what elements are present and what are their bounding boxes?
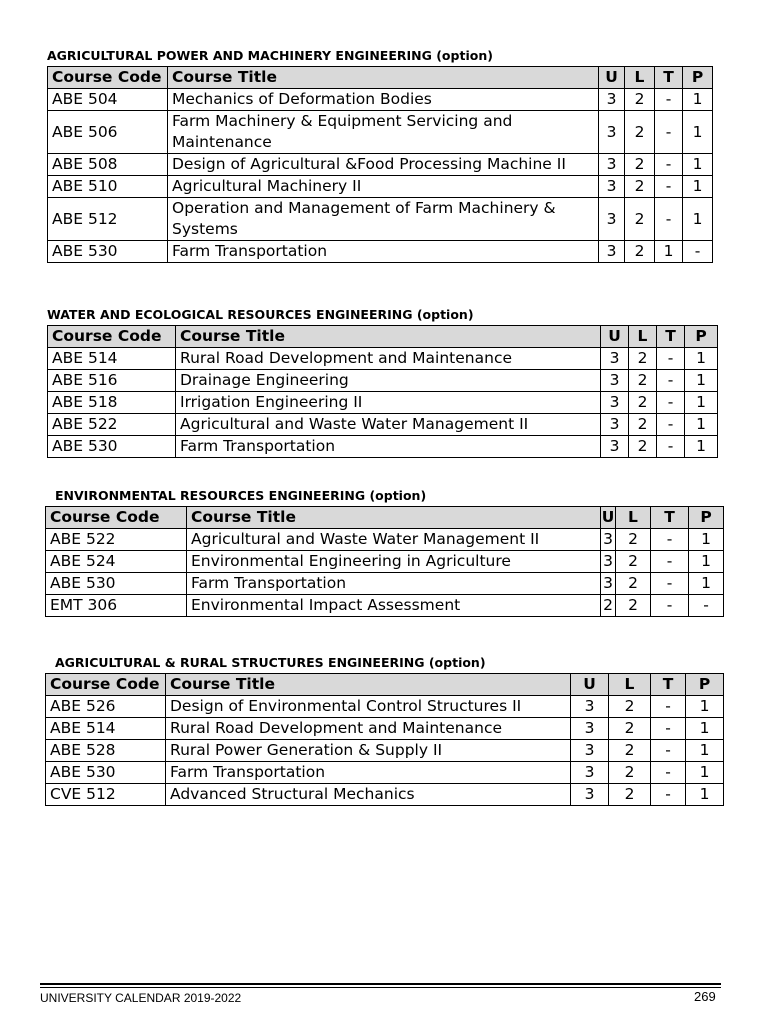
lecture-value: 2: [629, 436, 657, 458]
course-title: Design of Agricultural &Food Processing Machine II: [168, 154, 599, 176]
section-title: ENVIRONMENTAL RESOURCES ENGINEERING (option): [55, 488, 427, 503]
table-row: [48, 198, 713, 241]
table-row: [48, 176, 713, 198]
table-row: [48, 241, 713, 263]
header-units: U: [599, 67, 625, 89]
table-row: [46, 740, 724, 762]
practical-value: -: [689, 595, 724, 617]
practical-value: 1: [683, 111, 713, 154]
course-code: ABE 522: [46, 529, 187, 551]
course-code: ABE 528: [46, 740, 166, 762]
lecture-value: 2: [629, 414, 657, 436]
tutorial-value: -: [651, 718, 686, 740]
course-code: ABE 514: [48, 348, 176, 370]
section-title: WATER AND ECOLOGICAL RESOURCES ENGINEERING (option): [47, 307, 474, 322]
table-row: [48, 436, 718, 458]
units-value: 3: [601, 551, 616, 573]
lecture-value: 2: [629, 348, 657, 370]
table-row: [48, 111, 713, 154]
course-title: Farm Transportation: [166, 762, 571, 784]
course-title: Agricultural Machinery II: [168, 176, 599, 198]
course-code: ABE 514: [46, 718, 166, 740]
header-lecture: L: [629, 326, 657, 348]
course-code: ABE 518: [48, 392, 176, 414]
table-row: [46, 762, 724, 784]
tutorial-value: -: [651, 696, 686, 718]
header-tutorial: T: [655, 67, 683, 89]
course-code: ABE 530: [46, 762, 166, 784]
section-power-machinery: [47, 48, 713, 263]
course-code: CVE 512: [46, 784, 166, 806]
units-value: 3: [599, 198, 625, 241]
lecture-value: 2: [629, 392, 657, 414]
header-course-title: Course Title: [176, 326, 601, 348]
practical-value: 1: [689, 551, 724, 573]
table-header-row: [48, 326, 718, 348]
table-header-row: [46, 507, 724, 529]
lecture-value: 2: [625, 176, 655, 198]
lecture-value: 2: [616, 529, 651, 551]
header-units: U: [601, 326, 629, 348]
practical-value: 1: [685, 370, 718, 392]
lecture-value: 2: [625, 198, 655, 241]
course-table: [45, 673, 724, 806]
units-value: 3: [599, 154, 625, 176]
course-code: ABE 530: [48, 241, 168, 263]
practical-value: 1: [686, 696, 724, 718]
table-row: [48, 89, 713, 111]
course-title: Agricultural and Waste Water Management II: [187, 529, 601, 551]
table-row: [46, 551, 724, 573]
course-title: Environmental Impact Assessment: [187, 595, 601, 617]
lecture-value: 2: [609, 740, 651, 762]
table-row: [48, 370, 718, 392]
tutorial-value: -: [655, 111, 683, 154]
tutorial-value: -: [657, 414, 685, 436]
footer-rule: [40, 983, 721, 985]
footer-calendar-label: UNIVERSITY CALENDAR 2019-2022: [40, 991, 242, 1005]
tutorial-value: -: [651, 573, 689, 595]
header-lecture: L: [625, 67, 655, 89]
practical-value: 1: [683, 176, 713, 198]
practical-value: 1: [683, 154, 713, 176]
practical-value: -: [683, 241, 713, 263]
header-units: U: [571, 674, 609, 696]
header-practical: P: [689, 507, 724, 529]
tutorial-value: -: [655, 198, 683, 241]
header-tutorial: T: [657, 326, 685, 348]
units-value: 3: [599, 111, 625, 154]
course-title: Rural Road Development and Maintenance: [176, 348, 601, 370]
course-title: Advanced Structural Mechanics: [166, 784, 571, 806]
practical-value: 1: [683, 89, 713, 111]
course-code: ABE 524: [46, 551, 187, 573]
units-value: 3: [571, 718, 609, 740]
tutorial-value: -: [651, 551, 689, 573]
tutorial-value: -: [651, 529, 689, 551]
course-code: ABE 504: [48, 89, 168, 111]
lecture-value: 2: [609, 762, 651, 784]
lecture-value: 2: [609, 696, 651, 718]
course-code: ABE 530: [48, 436, 176, 458]
tutorial-value: 1: [655, 241, 683, 263]
units-value: 3: [599, 241, 625, 263]
tutorial-value: -: [657, 348, 685, 370]
course-title: Irrigation Engineering II: [176, 392, 601, 414]
course-code: ABE 510: [48, 176, 168, 198]
units-value: 3: [599, 89, 625, 111]
page-number: 269: [694, 989, 716, 1004]
table-row: [48, 414, 718, 436]
header-units: U: [601, 507, 616, 529]
tutorial-value: -: [657, 370, 685, 392]
header-lecture: L: [609, 674, 651, 696]
units-value: 3: [601, 436, 629, 458]
units-value: 3: [601, 392, 629, 414]
header-course-title: Course Title: [187, 507, 601, 529]
practical-value: 1: [685, 414, 718, 436]
header-practical: P: [686, 674, 724, 696]
table-row: [46, 529, 724, 551]
course-title: Rural Power Generation & Supply II: [166, 740, 571, 762]
units-value: 3: [571, 740, 609, 762]
lecture-value: 2: [625, 89, 655, 111]
units-value: 3: [601, 529, 616, 551]
course-code: ABE 506: [48, 111, 168, 154]
section-title: AGRICULTURAL & RURAL STRUCTURES ENGINEERING (option): [55, 655, 486, 670]
header-course-code: Course Code: [46, 674, 166, 696]
units-value: 2: [601, 595, 616, 617]
course-title: Farm Transportation: [187, 573, 601, 595]
lecture-value: 2: [629, 370, 657, 392]
tutorial-value: -: [651, 784, 686, 806]
units-value: 3: [601, 414, 629, 436]
lecture-value: 2: [625, 111, 655, 154]
units-value: 3: [599, 176, 625, 198]
table-row: [46, 718, 724, 740]
practical-value: 1: [686, 762, 724, 784]
section-title: AGRICULTURAL POWER AND MACHINERY ENGINEERING (option): [47, 48, 493, 63]
course-title: Drainage Engineering: [176, 370, 601, 392]
course-title: Rural Road Development and Maintenance: [166, 718, 571, 740]
header-tutorial: T: [651, 674, 686, 696]
tutorial-value: -: [651, 595, 689, 617]
course-title: Farm Machinery & Equipment Servicing and Maintenance: [168, 111, 599, 154]
course-table: [47, 66, 713, 263]
header-course-code: Course Code: [48, 326, 176, 348]
course-title: Design of Environmental Control Structures II: [166, 696, 571, 718]
footer-rule: [40, 987, 721, 988]
course-title: Operation and Management of Farm Machinery & Systems: [168, 198, 599, 241]
header-tutorial: T: [651, 507, 689, 529]
practical-value: 1: [685, 392, 718, 414]
table-header-row: [48, 67, 713, 89]
course-code: EMT 306: [46, 595, 187, 617]
table-row: [46, 784, 724, 806]
tutorial-value: -: [651, 740, 686, 762]
units-value: 3: [571, 762, 609, 784]
lecture-value: 2: [625, 154, 655, 176]
course-table: [45, 506, 724, 617]
header-course-code: Course Code: [48, 67, 168, 89]
practical-value: 1: [685, 348, 718, 370]
table-row: [46, 696, 724, 718]
tutorial-value: -: [657, 436, 685, 458]
tutorial-value: -: [655, 154, 683, 176]
units-value: 3: [601, 370, 629, 392]
course-title: Farm Transportation: [168, 241, 599, 263]
section-structures: [45, 655, 724, 806]
header-lecture: L: [616, 507, 651, 529]
table-row: [48, 154, 713, 176]
tutorial-value: -: [657, 392, 685, 414]
course-code: ABE 512: [48, 198, 168, 241]
course-code: ABE 522: [48, 414, 176, 436]
practical-value: 1: [689, 529, 724, 551]
course-title: Environmental Engineering in Agriculture: [187, 551, 601, 573]
units-value: 3: [601, 573, 616, 595]
tutorial-value: -: [655, 176, 683, 198]
lecture-value: 2: [616, 551, 651, 573]
table-header-row: [46, 674, 724, 696]
lecture-value: 2: [625, 241, 655, 263]
practical-value: 1: [689, 573, 724, 595]
course-code: ABE 530: [46, 573, 187, 595]
table-row: [46, 595, 724, 617]
table-row: [46, 573, 724, 595]
units-value: 3: [571, 696, 609, 718]
lecture-value: 2: [616, 573, 651, 595]
header-course-title: Course Title: [168, 67, 599, 89]
units-value: 3: [601, 348, 629, 370]
table-row: [48, 392, 718, 414]
lecture-value: 2: [616, 595, 651, 617]
header-practical: P: [683, 67, 713, 89]
section-environmental: [45, 488, 724, 617]
tutorial-value: -: [655, 89, 683, 111]
tutorial-value: -: [651, 762, 686, 784]
practical-value: 1: [686, 784, 724, 806]
course-code: ABE 516: [48, 370, 176, 392]
course-title: Farm Transportation: [176, 436, 601, 458]
header-practical: P: [685, 326, 718, 348]
course-title: Agricultural and Waste Water Management II: [176, 414, 601, 436]
practical-value: 1: [683, 198, 713, 241]
header-course-title: Course Title: [166, 674, 571, 696]
header-course-code: Course Code: [46, 507, 187, 529]
course-table: [47, 325, 718, 458]
table-row: [48, 348, 718, 370]
lecture-value: 2: [609, 784, 651, 806]
lecture-value: 2: [609, 718, 651, 740]
course-code: ABE 508: [48, 154, 168, 176]
course-title: Mechanics of Deformation Bodies: [168, 89, 599, 111]
practical-value: 1: [685, 436, 718, 458]
course-code: ABE 526: [46, 696, 166, 718]
practical-value: 1: [686, 740, 724, 762]
units-value: 3: [571, 784, 609, 806]
section-water-ecological: [47, 307, 718, 458]
practical-value: 1: [686, 718, 724, 740]
